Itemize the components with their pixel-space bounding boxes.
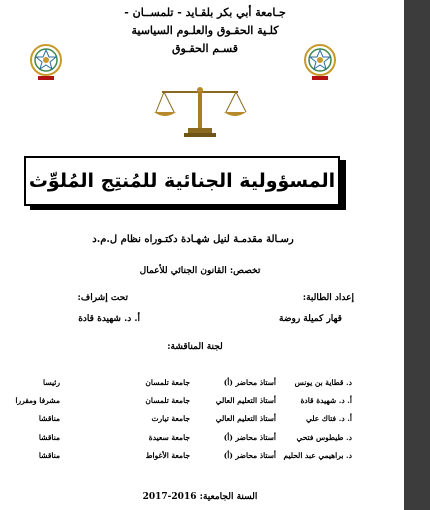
member-role: مناقشا [38, 433, 60, 442]
title-box [24, 156, 340, 206]
member-university: جامعة تلمسان [145, 396, 190, 405]
member-role: مناقشا [38, 414, 60, 423]
member-role: رئيسا [43, 378, 60, 387]
scales-of-justice-icon [152, 82, 248, 138]
committee-label: لجنة المناقشة: [167, 342, 223, 352]
member-university: جامعة تلمسان [145, 378, 190, 387]
member-rank: أستاذ محاضر (أ) [223, 433, 276, 442]
student-name: قهار كميلة روضة [279, 314, 342, 324]
member-university: جامعة تيارت [151, 414, 190, 423]
member-name: أ. د. شهيدة قادة [300, 396, 352, 405]
specialization: تخصص: القانون الجنائي للأعمال [139, 266, 261, 276]
member-university: جامعة سعيدة [148, 433, 190, 442]
member-role: مشرفا ومقررا [15, 396, 60, 405]
academic-year: السنة الجامعية: 2016-2017 [142, 492, 258, 502]
member-name: د. براهيمي عبد الحليم [283, 451, 352, 460]
member-name: أ. د. فتاك علي [305, 414, 352, 423]
supervisor-name: أ. د. شهيدة قادة [78, 314, 140, 324]
supervision-label: تحت إشراف: [77, 293, 128, 303]
member-name: د. قطاية بن يونس [294, 378, 352, 387]
university-logo-left [29, 42, 63, 82]
member-rank: أستاذ التعليم العالي [215, 414, 276, 423]
member-university: جامعة الأغواط [145, 451, 190, 460]
faculty-name: كلـية الحقـوق والعلـوم السياسية [131, 24, 279, 37]
university-name: جـامعة أبي بكر بلقـايد - تلمســان - [124, 6, 286, 19]
thesis-subtitle: رسـالة مقدمـة لنيل شهـادة دكتـوراه نظام ل.م.د [92, 234, 294, 245]
member-rank: أستاذ محاضر (أ) [223, 451, 276, 460]
member-name: د. طيطوس فتحي [296, 433, 352, 442]
university-logo-right [303, 42, 337, 82]
department-name: قسـم الحقـوق [172, 42, 238, 55]
prepared-by-label: إعداد الطالبة: [302, 293, 354, 303]
thesis-title: المسؤولية الجنائية للمُنتِج المُلوِّث [28, 170, 336, 192]
viewer-background [404, 0, 430, 510]
member-role: مناقشا [38, 451, 60, 460]
member-rank: أستاذ التعليم العالي [215, 396, 276, 405]
member-rank: أستاذ محاضر (أ) [223, 378, 276, 387]
